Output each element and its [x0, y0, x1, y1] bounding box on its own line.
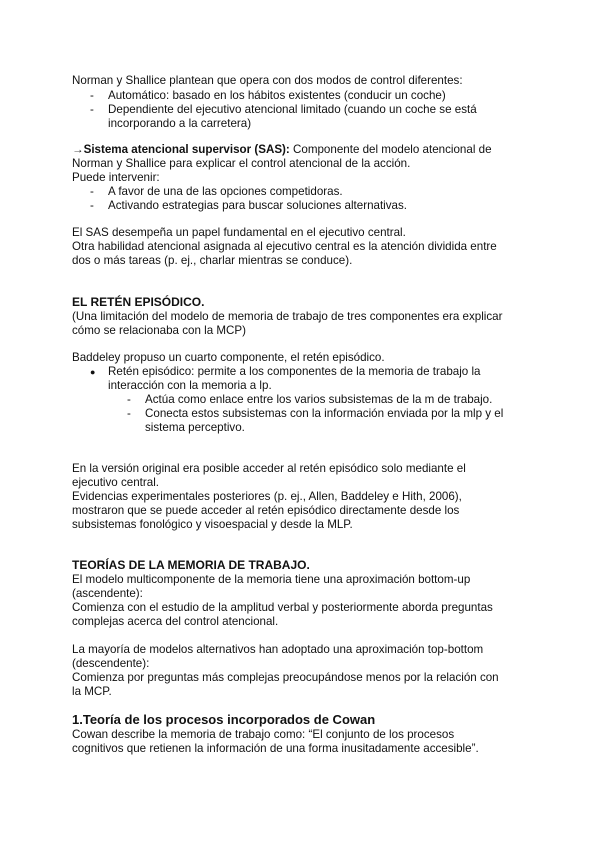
paragraph-line: subsistemas fonológico y visoespacial y desde la MLP. — [72, 518, 353, 531]
paragraph-line: ejecutivo central. — [72, 476, 159, 489]
bullet-marker: ● — [90, 367, 96, 377]
list-item-continuation: interacción con la memoria a lp. — [108, 379, 272, 392]
dash-marker: - — [90, 89, 94, 102]
dash-marker: - — [90, 185, 94, 198]
subsection-heading: 1.Teoría de los procesos incorporados de Cowan — [72, 712, 376, 727]
paragraph-line: complejas acerca del control atencional. — [72, 615, 279, 628]
sas-definition: Componente del modelo atencional de — [289, 143, 492, 156]
arrow-glyph: → — [72, 143, 84, 156]
dash-marker: - — [90, 103, 94, 116]
dash-marker: - — [90, 199, 94, 212]
sub-list-item: Conecta estos subsistemas con la información enviada por la mlp y el — [145, 407, 504, 420]
list-item-continuation: incorporando a la carretera) — [108, 117, 252, 130]
paragraph-line: (ascendente): — [72, 587, 143, 600]
paragraph-line: Otra habilidad atencional asignada al ejecutivo central es la atención dividida entre — [72, 240, 497, 253]
paragraph-line: Comienza por preguntas más complejas preocupándose menos por la relación con — [72, 671, 499, 684]
list-item: Automático: basado en los hábitos existentes (conducir un coche) — [108, 89, 446, 102]
paragraph-line: cómo se relacionaba con la MCP) — [72, 324, 246, 337]
sas-term: Sistema atencional supervisor (SAS): — [83, 143, 290, 156]
paragraph-line: Norman y Shallice plantean que opera con dos modos de control diferentes: — [72, 74, 463, 87]
paragraph-line: El modelo multicomponente de la memoria tiene una aproximación bottom-up — [72, 573, 471, 586]
paragraph-line: El SAS desempeña un papel fundamental en el ejecutivo central. — [72, 226, 406, 239]
paragraph-line: (descendente): — [72, 657, 150, 670]
paragraph-line: Cowan describe la memoria de trabajo como: “El conjunto de los procesos — [72, 728, 455, 741]
paragraph-line: (Una limitación del modelo de memoria de trabajo de tres componentes era explicar — [72, 310, 503, 323]
paragraph-line: Baddeley propuso un cuarto componente, el retén episódico. — [72, 351, 385, 364]
paragraph-line: Evidencias experimentales posteriores (p. ej., Allen, Baddeley e Hith, 2006), — [72, 490, 462, 503]
list-item: Retén episódico: permite a los componentes de la memoria de trabajo la — [108, 365, 481, 378]
list-item: Activando estrategias para buscar soluciones alternativas. — [108, 199, 408, 212]
paragraph-line: dos o más tareas (p. ej., charlar mientras se conduce). — [72, 254, 353, 267]
section-heading: EL RETÉN EPISÓDICO. — [72, 295, 205, 309]
sas-definition-line — [72, 143, 492, 156]
paragraph-line: Comienza con el estudio de la amplitud verbal y posteriormente aborda preguntas — [72, 601, 493, 614]
paragraph-line: cognitivos que retienen la información de una forma inusitadamente accesible”. — [72, 742, 479, 755]
paragraph-line: la MCP. — [72, 685, 112, 698]
dash-marker: - — [127, 393, 131, 406]
paragraph-line: Puede intervenir: — [72, 171, 160, 184]
list-item: A favor de una de las opciones competidoras. — [108, 185, 343, 198]
dash-marker: - — [127, 407, 131, 420]
paragraph-line: En la versión original era posible acceder al retén episódico solo mediante el — [72, 462, 466, 475]
sub-list-item-continuation: sistema perceptivo. — [145, 421, 245, 434]
paragraph-line: Norman y Shallice para explicar el control atencional de la acción. — [72, 157, 411, 170]
section-heading: TEORÍAS DE LA MEMORIA DE TRABAJO. — [72, 558, 310, 572]
paragraph-line: mostraron que se puede acceder al retén episódico directamente desde los — [72, 504, 460, 517]
list-item: Dependiente del ejecutivo atencional limitado (cuando un coche se está — [108, 103, 477, 116]
paragraph-line: La mayoría de modelos alternativos han adoptado una aproximación top-bottom — [72, 643, 484, 656]
sub-list-item: Actúa como enlace entre los varios subsistemas de la m de trabajo. — [145, 393, 493, 406]
